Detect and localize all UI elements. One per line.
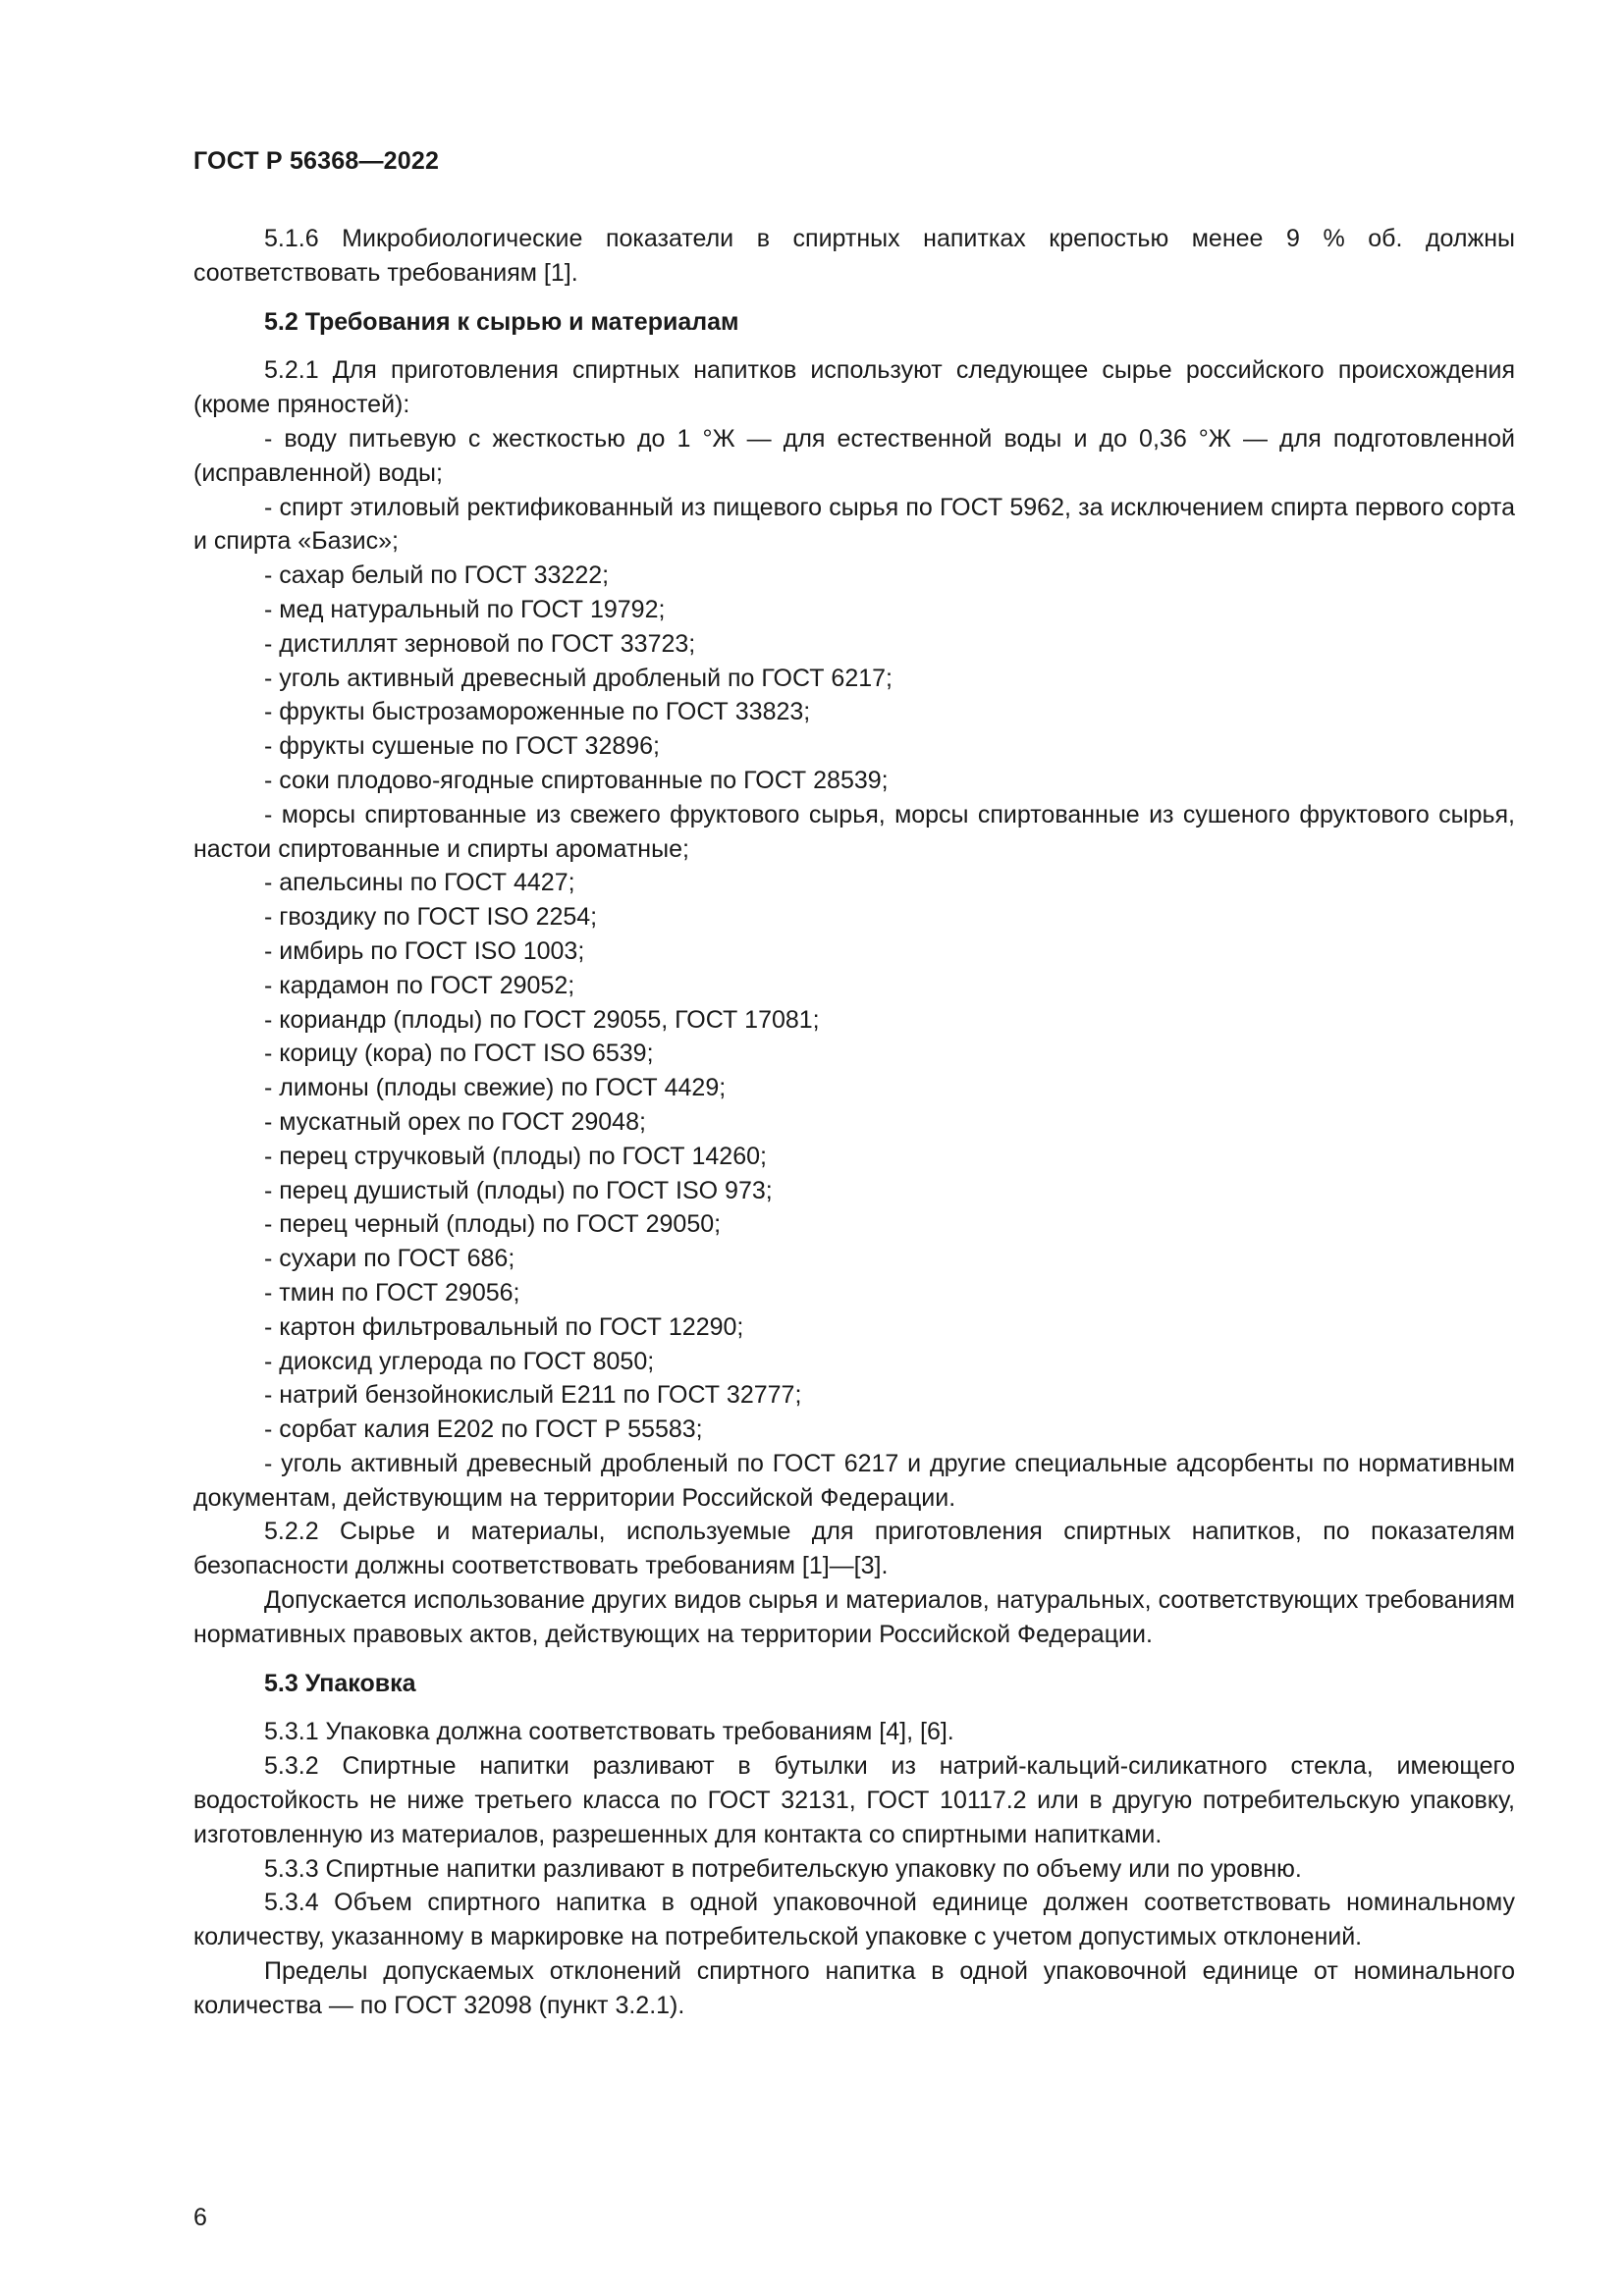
list-item: - кардамон по ГОСТ 29052; bbox=[264, 971, 575, 999]
list-item: - мускатный орех по ГОСТ 29048; bbox=[264, 1107, 646, 1136]
list-item: - дистиллят зерновой по ГОСТ 33723; bbox=[264, 629, 696, 658]
section-heading-5-2: 5.2 Требования к сырью и материалам bbox=[264, 307, 739, 336]
paragraph-5-2-1: 5.2.1 Для приготовления спиртных напитков используют следующее сырье российского происхождения (кроме пряностей): bbox=[193, 356, 1515, 419]
paragraph-5-1-6: 5.1.6 Микробиологические показатели в спиртных напитках крепостью менее 9 % об. должны соответствовать требованиям [1]. bbox=[193, 225, 1515, 287]
list-item: - гвоздику по ГОСТ ISO 2254; bbox=[264, 903, 598, 932]
list-item: - фрукты быстрозамороженные по ГОСТ 33823; bbox=[264, 698, 811, 726]
list-item: - корицу (кора) по ГОСТ ISO 6539; bbox=[264, 1040, 654, 1068]
list-item: - имбирь по ГОСТ ISO 1003; bbox=[264, 936, 585, 965]
list-item: - воду питьевую с жесткостью до 1 °Ж — для естественной воды и до 0,36 °Ж — для подготовленной (исправленной) воды; bbox=[193, 424, 1515, 487]
list-item: - перец стручковый (плоды) по ГОСТ 14260; bbox=[264, 1142, 767, 1170]
list-item: - спирт этиловый ректификованный из пищевого сырья по ГОСТ 5962, за исключением спирта первого сорта и спирта «Базис»; bbox=[193, 493, 1515, 556]
list-item: - сорбат калия Е202 по ГОСТ Р 55583; bbox=[264, 1415, 703, 1444]
paragraph-5-3-2: 5.3.2 Спиртные напитки разливают в бутылки из натрий-кальций-силикатного стекла, имеющего водостойкость не ниже третьего класса по ГОСТ 32131, ГОСТ 10117.2 или в другую потребительскую упаковку, изготовленную из материалов, разрешенных для контакта со спиртными напитками. bbox=[193, 1752, 1515, 1848]
list-item: - кориандр (плоды) по ГОСТ 29055, ГОСТ 17081; bbox=[264, 1005, 820, 1034]
list-item: - лимоны (плоды свежие) по ГОСТ 4429; bbox=[264, 1074, 727, 1102]
paragraph-tolerance-limits: Пределы допускаемых отклонений спиртного напитка в одной упаковочной единице от номинального количества — по ГОСТ 32098 (пункт 3.2.1). bbox=[193, 1957, 1515, 2019]
section-heading-5-3: 5.3 Упаковка bbox=[264, 1669, 416, 1697]
paragraph-5-2-2: 5.2.2 Сырье и материалы, используемые для приготовления спиртных напитков, по показателям безопасности должны соответствовать требованиям [1]—[3]. bbox=[193, 1518, 1515, 1580]
list-item: - картон фильтровальный по ГОСТ 12290; bbox=[264, 1312, 744, 1341]
paragraph-5-3-4: 5.3.4 Объем спиртного напитка в одной упаковочной единице должен соответствовать номинальному количеству, указанному в маркировке на потребительской упаковке с учетом допустимых отклонений. bbox=[193, 1889, 1515, 1951]
list-item: - сухари по ГОСТ 686; bbox=[264, 1245, 515, 1273]
list-item: - натрий бензойнокислый Е211 по ГОСТ 32777; bbox=[264, 1381, 802, 1410]
paragraph-5-3-1: 5.3.1 Упаковка должна соответствовать требованиям [4], [6]. bbox=[264, 1718, 954, 1746]
page-number: 6 bbox=[193, 2204, 207, 2231]
list-item: - уголь активный древесный дробленый по ГОСТ 6217 и другие специальные адсорбенты по нормативным документам, действующим на территории Российской Федерации. bbox=[193, 1449, 1515, 1512]
list-item: - соки плодово-ягодные спиртованные по ГОСТ 28539; bbox=[264, 766, 889, 794]
list-item: - уголь активный древесный дробленый по ГОСТ 6217; bbox=[264, 664, 893, 692]
list-item: - диоксид углерода по ГОСТ 8050; bbox=[264, 1347, 655, 1375]
list-item: - перец черный (плоды) по ГОСТ 29050; bbox=[264, 1210, 722, 1239]
list-item: - перец душистый (плоды) по ГОСТ ISO 973; bbox=[264, 1176, 773, 1204]
list-item: - мед натуральный по ГОСТ 19792; bbox=[264, 595, 666, 623]
document-header: ГОСТ Р 56368—2022 bbox=[193, 147, 440, 175]
list-item: - сахар белый по ГОСТ 33222; bbox=[264, 561, 610, 590]
list-item: - тмин по ГОСТ 29056; bbox=[264, 1278, 520, 1307]
list-item: - апельсины по ГОСТ 4427; bbox=[264, 869, 575, 897]
paragraph-5-3-3: 5.3.3 Спиртные напитки разливают в потребительскую упаковку по объему или по уровню. bbox=[264, 1854, 1302, 1883]
paragraph-allowance: Допускается использование других видов сырья и материалов, натуральных, соответствующих требованиям нормативных правовых актов, действующих на территории Российской Федерации. bbox=[193, 1586, 1515, 1648]
list-item: - морсы спиртованные из свежего фруктового сырья, морсы спиртованные из сушеного фруктового сырья, настои спиртованные и спирты ароматные; bbox=[193, 800, 1515, 863]
list-item: - фрукты сушеные по ГОСТ 32896; bbox=[264, 732, 661, 761]
document-body bbox=[193, 222, 1515, 2023]
